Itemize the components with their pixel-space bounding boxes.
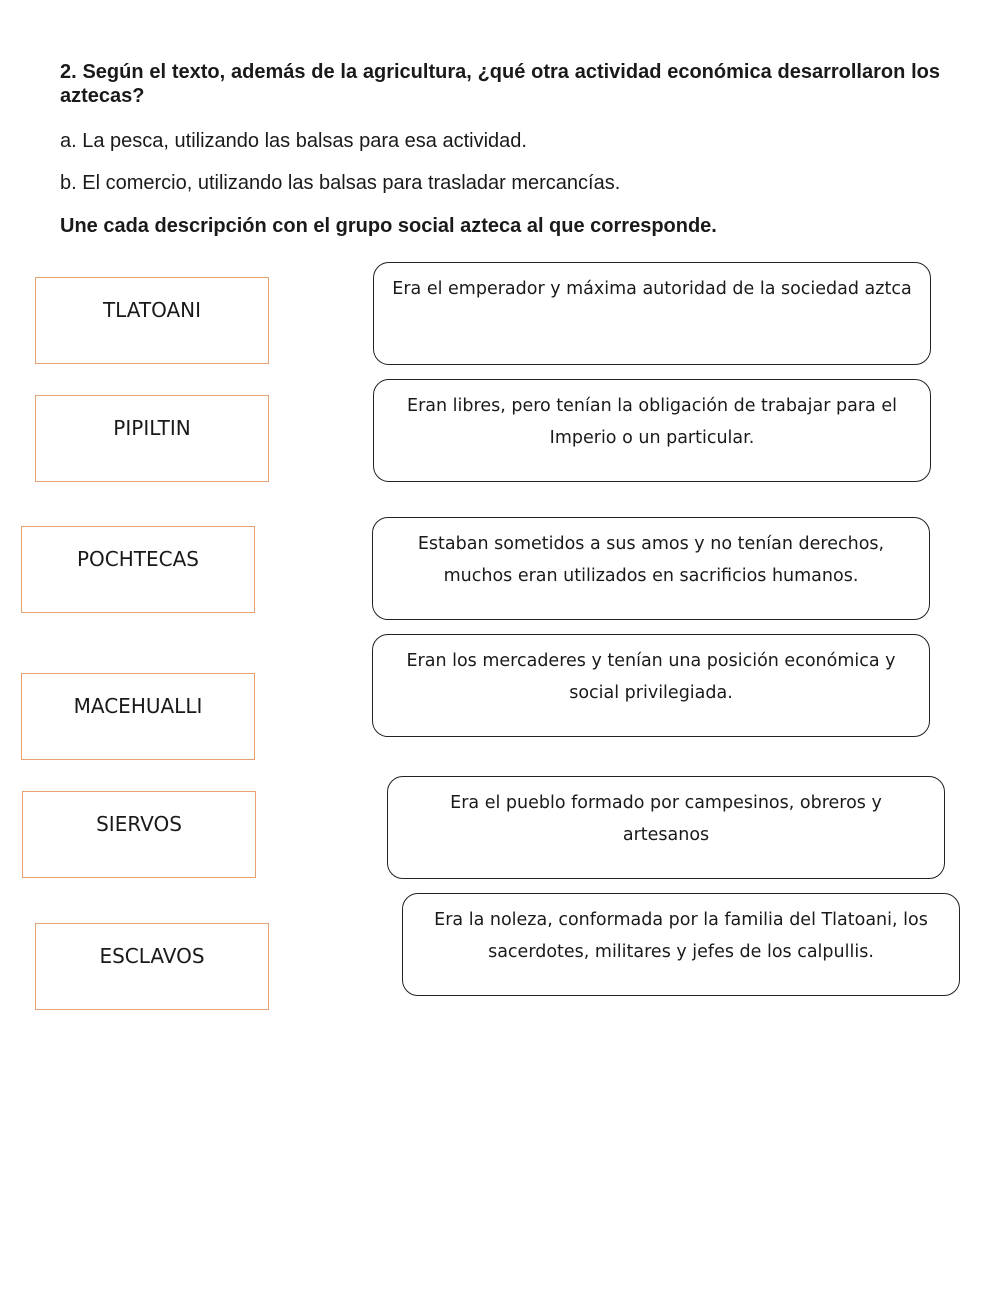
description-box-6[interactable] [402,893,960,996]
instruction-text: Une cada descripción con el grupo social azteca al que corresponde. [60,215,717,237]
description-text: Era la noleza, conformada por la familia del Tlatoani, los sacerdotes, militares y jefes de los calpullis. [434,910,928,962]
description-box-2[interactable] [373,379,931,482]
group-label: ESCLAVOS [99,944,205,968]
question-text: 2. Según el texto, además de la agricultura, ¿qué otra actividad económica desarrollaron los aztecas? [60,61,940,107]
description-text: Era el emperador y máxima autoridad de la sociedad aztca [392,279,912,299]
description-text: Era el pueblo formado por campesinos, obreros y artesanos [450,793,882,845]
group-box-pochtecas[interactable] [21,526,255,613]
description-box-5[interactable] [387,776,945,879]
group-box-tlatoani[interactable] [35,277,269,364]
option-b: b. El comercio, utilizando las balsas para trasladar mercancías. [60,172,621,194]
group-box-esclavos[interactable] [35,923,269,1010]
group-box-pipiltin[interactable] [35,395,269,482]
description-box-4[interactable] [372,634,930,737]
group-label: TLATOANI [102,298,202,322]
group-box-siervos[interactable] [22,791,256,878]
description-box-1[interactable] [373,262,931,365]
group-label: POCHTECAS [76,547,199,571]
description-box-3[interactable] [372,517,930,620]
group-label: SIERVOS [96,812,182,836]
description-text: Eran libres, pero tenían la obligación de trabajar para el Imperio o un particular. [407,396,897,448]
option-a: a. La pesca, utilizando las balsas para esa actividad. [60,130,527,152]
description-text: Eran los mercaderes y tenían una posición económica y social privilegiada. [406,651,896,703]
group-box-macehualli[interactable] [21,673,255,760]
description-text: Estaban sometidos a sus amos y no tenían derechos, muchos eran utilizados en sacrificios humanos. [417,534,885,586]
group-label: PIPILTIN [113,416,191,440]
group-label: MACEHUALLI [73,694,203,718]
